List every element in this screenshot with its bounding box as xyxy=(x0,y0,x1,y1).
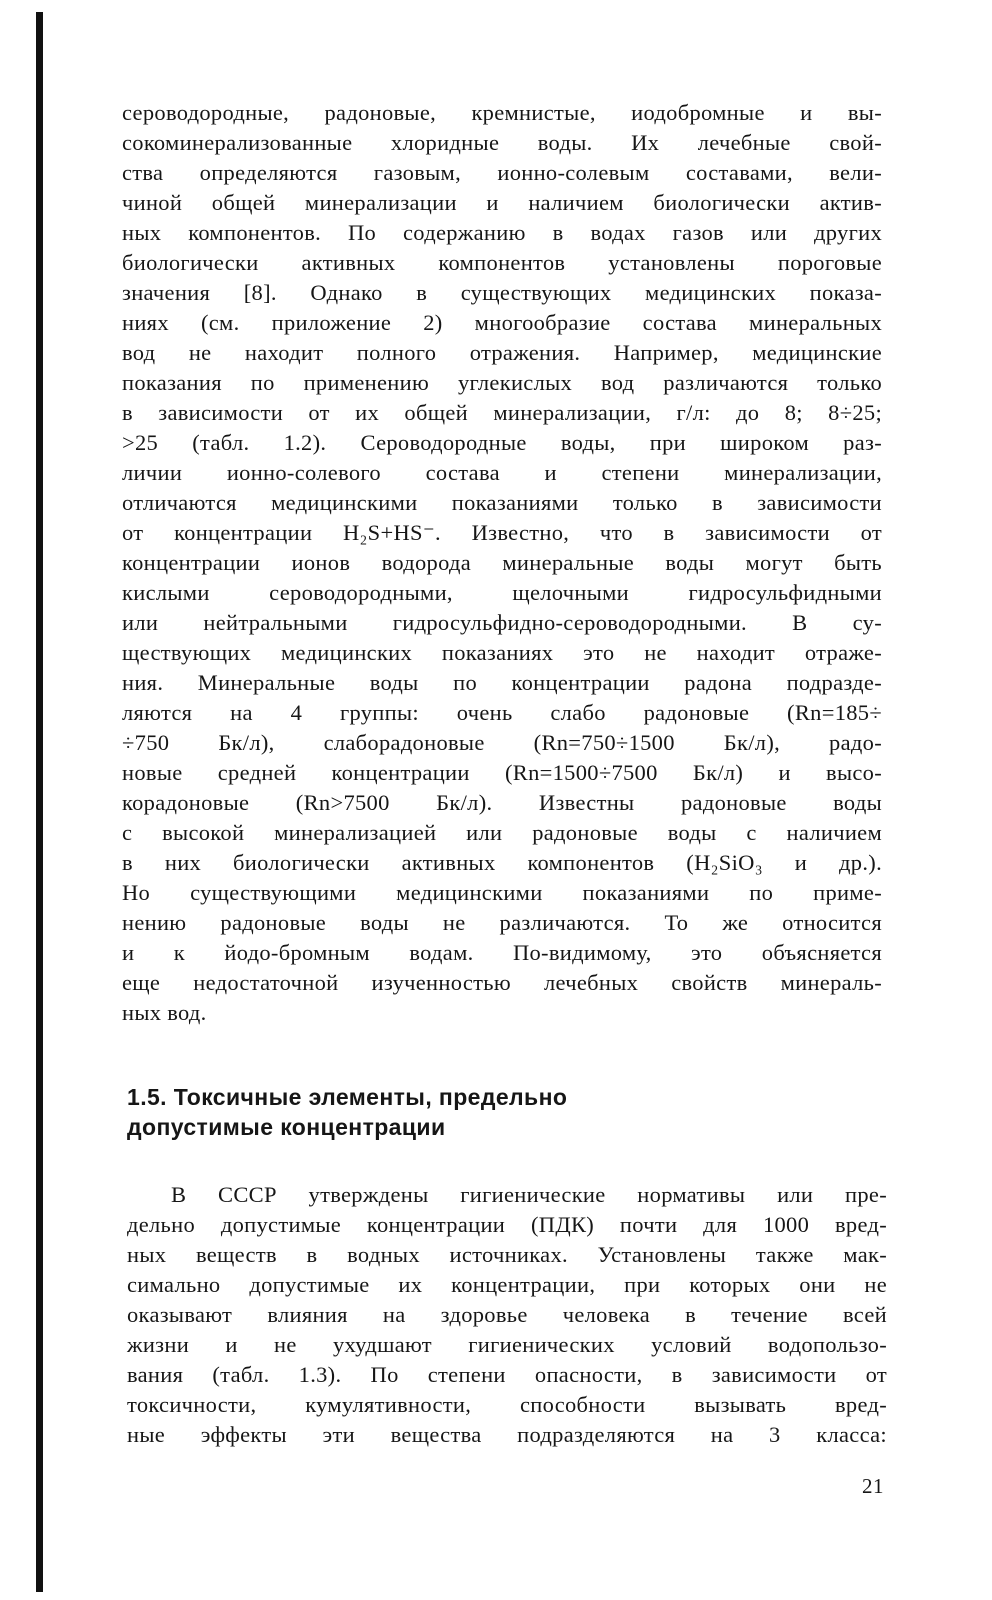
text-line: ных вод. xyxy=(122,1000,207,1025)
text-line: корадоновые (Rn>7500 Бк/л). Известны радоновые воды xyxy=(122,790,882,815)
text-line: Но существующими медицинскими показаниями по приме- xyxy=(122,880,882,905)
text-line: с высокой минерализацией или радоновые воды с наличием xyxy=(122,820,882,845)
text-line: и к йодо-бромным водам. По-видимому, это объясняется xyxy=(122,940,882,965)
text-line: нению радоновые воды не различаются. То же относится xyxy=(122,910,882,935)
body-paragraph xyxy=(127,1180,887,1450)
heading-line: 1.5. Токсичные элементы, предельно xyxy=(127,1084,568,1110)
text-line: чиной общей минерализации и наличием биологически актив- xyxy=(122,190,882,215)
text-line: концентрации ионов водорода минеральные воды могут быть xyxy=(122,550,882,575)
text-line: вод не находит полного отражения. Например, медицинские xyxy=(122,340,882,365)
text-line: дельно допустимые концентрации (ПДК) почти для 1000 вред- xyxy=(127,1212,887,1237)
text-line: ÷750 Бк/л), слаборадоновые (Rn=750÷1500 Бк/л), радо- xyxy=(122,730,882,755)
text-line: или нейтральными гидросульфидно-сероводородными. В су- xyxy=(122,610,882,635)
text-line: в них биологически активных компонентов (H₂SiO₃ и др.). xyxy=(122,850,882,875)
text-line: ных компонентов. По содержанию в водах газов или других xyxy=(122,220,882,245)
body-paragraph xyxy=(122,98,882,1028)
text-line: кислыми сероводородными, щелочными гидросульфидными xyxy=(122,580,882,605)
text-line: ные эффекты эти вещества подразделяются на 3 класса: xyxy=(127,1422,887,1447)
text-line: ных веществ в водных источниках. Установлены также мак- xyxy=(127,1242,887,1267)
text-line: от концентрации H₂S+HS⁻. Известно, что в зависимости от xyxy=(122,520,882,545)
text-line: оказывают влияния на здоровье человека в течение всей xyxy=(127,1302,887,1327)
text-line: показания по применению углекислых вод различаются только xyxy=(122,370,882,395)
scan-edge-bar xyxy=(36,12,43,1592)
text-line: симально допустимые их концентрации, при которых они не xyxy=(127,1272,887,1297)
text-line: токсичности, кумулятивности, способности вызывать вред- xyxy=(127,1392,887,1417)
text-line: В СССР утверждены гигиенические нормативы или пре- xyxy=(171,1182,887,1207)
text-line: ляются на 4 группы: очень слабо радоновые (Rn=185÷ xyxy=(122,700,882,725)
heading-line: допустимые концентрации xyxy=(127,1114,446,1140)
text-line: ществующих медицинских показаниях это не находит отраже- xyxy=(122,640,882,665)
text-line: ния. Минеральные воды по концентрации радона подразде- xyxy=(122,670,882,695)
text-line: жизни и не ухудшают гигиенических условий водопользо- xyxy=(127,1332,887,1357)
text-line: ства определяются газовым, ионно-солевым составами, вели- xyxy=(122,160,882,185)
text-line: вания (табл. 1.3). По степени опасности, в зависимости от xyxy=(127,1362,887,1387)
text-line: ниях (см. приложение 2) многообразие состава минеральных xyxy=(122,310,882,335)
text-line: >25 (табл. 1.2). Сероводородные воды, при широком раз- xyxy=(122,430,882,455)
section-heading xyxy=(127,1082,827,1142)
text-line: в зависимости от их общей минерализации, г/л: до 8; 8÷25; xyxy=(122,400,882,425)
text-line: сероводородные, радоновые, кремнистые, иодобромные и вы- xyxy=(122,100,882,125)
text-line: значения [8]. Однако в существующих медицинских показа- xyxy=(122,280,882,305)
text-line: еще недостаточной изученностью лечебных свойств минераль- xyxy=(122,970,882,995)
page-number: 21 xyxy=(862,1474,884,1498)
text-line: личии ионно-солевого состава и степени минерализации, xyxy=(122,460,882,485)
text-line: биологически активных компонентов установлены пороговые xyxy=(122,250,882,275)
text-line: отличаются медицинскими показаниями только в зависимости xyxy=(122,490,882,515)
text-line: сокоминерализованные хлоридные воды. Их лечебные свой- xyxy=(122,130,882,155)
text-line: новые средней концентрации (Rn=1500÷7500 Бк/л) и высо- xyxy=(122,760,882,785)
